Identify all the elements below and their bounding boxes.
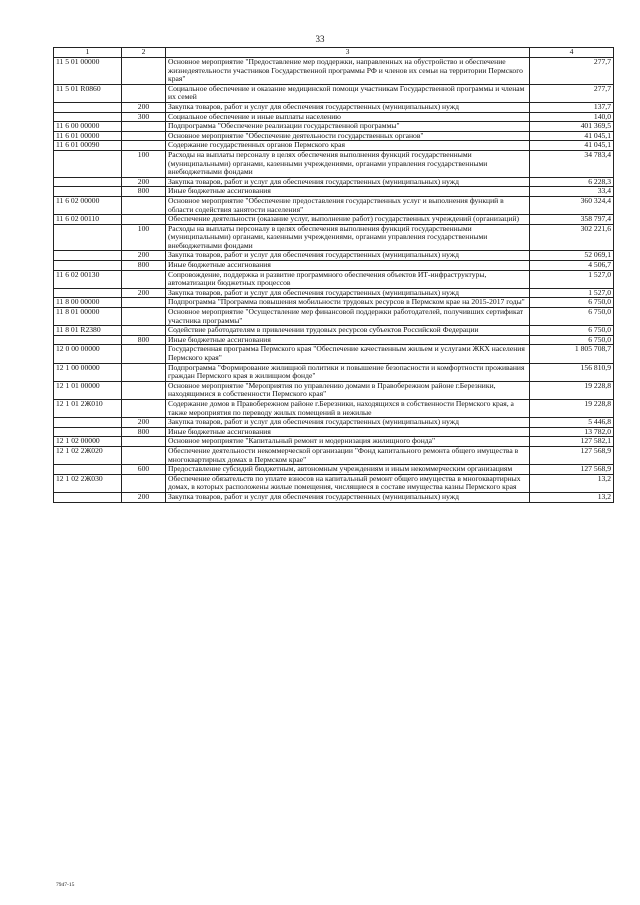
row-amount: 4 506,7: [530, 261, 614, 271]
row-expense-type: 800: [122, 261, 166, 271]
row-code: 11 6 00 00000: [54, 122, 122, 132]
row-code: [54, 187, 122, 197]
row-name: Основное мероприятие "Мероприятия по управлению домами в Правобережном районе г.Березники, находящимися в собственности Пермского края": [166, 381, 530, 399]
row-name: Основное мероприятие "Предоставление мер поддержки, направленных на обустройство и обеспечение жизнедеятельности участников Государственной программы РФ и членов их семьи на территории Пермского края": [166, 58, 530, 85]
row-code: 11 6 02 00130: [54, 270, 122, 288]
row-amount: 360 324,4: [530, 196, 614, 214]
row-code: 11 6 02 00000: [54, 196, 122, 214]
table-row: [54, 492, 614, 502]
row-name: Расходы на выплаты персоналу в целях обеспечения выполнения функций государственными (муниципальными) органами, казенными учреждениями, органами управления государственными внебюджетными фондами: [166, 224, 530, 251]
row-name: Социальное обеспечение и оказание медицинской помощи участникам Государственной программы и членам их семей: [166, 84, 530, 102]
row-expense-type: [122, 58, 166, 85]
row-code: [54, 492, 122, 502]
row-amount: 401 369,5: [530, 122, 614, 132]
row-amount: 6 750,0: [530, 335, 614, 345]
row-code: 12 1 02 00000: [54, 437, 122, 447]
row-amount: 33,4: [530, 187, 614, 197]
header-cell: 1: [54, 48, 122, 58]
row-expense-type: 100: [122, 224, 166, 251]
row-code: 11 5 01 R0860: [54, 84, 122, 102]
row-expense-type: [122, 437, 166, 447]
row-code: 12 1 01 00000: [54, 381, 122, 399]
table-row: [54, 474, 614, 492]
row-amount: 1 527,0: [530, 270, 614, 288]
row-name: Содержание домов в Правобережном районе г.Березники, находящихся в собственности Пермского края, а также мероприятия по переводу жилых помещений в нежилые: [166, 399, 530, 417]
row-amount: 277,7: [530, 84, 614, 102]
row-name: Подпрограмма "Формирование жилищной политики и повышение безопасности и комфортности проживания граждан Пермского края в жилищном фонде": [166, 363, 530, 381]
table-row: [54, 58, 614, 85]
header-cell: 4: [530, 48, 614, 58]
row-code: 12 1 00 00000: [54, 363, 122, 381]
row-name: Закупка товаров, работ и услуг для обеспечения государственных (муниципальных) нужд: [166, 177, 530, 187]
row-expense-type: 600: [122, 465, 166, 475]
row-name: Основное мероприятие "Обеспечение предоставления государственных услуг и выполнения функций в области содействия занятости населения": [166, 196, 530, 214]
row-name: Социальное обеспечение и иные выплаты населению: [166, 112, 530, 122]
row-name: Обеспечение обязательств по уплате взносов на капитальный ремонт общего имущества в многоквартирных домах, в которых расположены жилые помещения, числящиеся в составе имущества казны Пермского края: [166, 474, 530, 492]
row-amount: 19 228,8: [530, 381, 614, 399]
row-amount: 1 805 708,7: [530, 345, 614, 363]
row-expense-type: 200: [122, 177, 166, 187]
table-row: [54, 437, 614, 447]
row-code: 12 0 00 00000: [54, 345, 122, 363]
row-expense-type: 800: [122, 187, 166, 197]
row-expense-type: 100: [122, 150, 166, 177]
row-name: Закупка товаров, работ и услуг для обеспечения государственных (муниципальных) нужд: [166, 492, 530, 502]
row-amount: 52 069,1: [530, 251, 614, 261]
row-expense-type: 200: [122, 288, 166, 298]
table-row: [54, 150, 614, 177]
row-code: 11 8 00 00000: [54, 298, 122, 308]
table-row: [54, 215, 614, 225]
row-name: Подпрограмма "Программа повышения мобильности трудовых ресурсов в Пермском крае на 2015-2017 годы": [166, 298, 530, 308]
row-expense-type: 200: [122, 418, 166, 428]
row-amount: 127 582,1: [530, 437, 614, 447]
row-code: [54, 261, 122, 271]
table-body: [54, 58, 614, 503]
table-row: [54, 224, 614, 251]
table-row: [54, 446, 614, 464]
row-name: Закупка товаров, работ и услуг для обеспечения государственных (муниципальных) нужд: [166, 102, 530, 112]
row-code: [54, 150, 122, 177]
row-amount: 156 810,9: [530, 363, 614, 381]
table-row: [54, 399, 614, 417]
row-amount: 302 221,6: [530, 224, 614, 251]
row-amount: 6 750,0: [530, 298, 614, 308]
row-expense-type: [122, 363, 166, 381]
row-amount: 6 750,0: [530, 308, 614, 326]
table-row: [54, 465, 614, 475]
row-name: Содействие работодателям в привлечении трудовых ресурсов субъектов Российской Федерации: [166, 326, 530, 336]
footer-code: 7947-15: [56, 882, 75, 888]
row-name: Обеспечение деятельности некоммерческой организации "Фонд капитального ремонта общего имущества в многоквартирных домах в Пермском крае": [166, 446, 530, 464]
row-amount: 19 228,8: [530, 399, 614, 417]
row-expense-type: 300: [122, 112, 166, 122]
table-row: [54, 187, 614, 197]
table-row: [54, 196, 614, 214]
header-row: [54, 48, 614, 58]
row-expense-type: [122, 84, 166, 102]
row-amount: 41 045,1: [530, 141, 614, 151]
page-number: 33: [315, 34, 325, 44]
row-name: Предоставление субсидий бюджетным, автономным учреждениям и иным некоммерческим организациям: [166, 465, 530, 475]
header-cell: 2: [122, 48, 166, 58]
row-expense-type: 800: [122, 335, 166, 345]
row-name: Государственная программа Пермского края "Обеспечение качественным жильем и услугами ЖКХ населения Пермского края": [166, 345, 530, 363]
row-expense-type: 200: [122, 251, 166, 261]
row-name: Подпрограмма "Обеспечение реализации государственной программы": [166, 122, 530, 132]
row-amount: 6 228,3: [530, 177, 614, 187]
table-row: [54, 381, 614, 399]
row-amount: 41 045,1: [530, 131, 614, 141]
row-name: Основное мероприятие "Капитальный ремонт и модернизация жилищного фонда": [166, 437, 530, 447]
row-code: 11 8 01 R2380: [54, 326, 122, 336]
table-row: [54, 141, 614, 151]
row-amount: 137,7: [530, 102, 614, 112]
row-expense-type: 800: [122, 427, 166, 437]
row-expense-type: [122, 215, 166, 225]
table-row: [54, 326, 614, 336]
row-code: [54, 224, 122, 251]
header-cell: 3: [166, 48, 530, 58]
row-amount: 13,2: [530, 492, 614, 502]
row-amount: 13 782,0: [530, 427, 614, 437]
row-code: 11 5 01 00000: [54, 58, 122, 85]
table-row: [54, 363, 614, 381]
row-amount: 127 568,9: [530, 465, 614, 475]
row-name: Сопровождение, поддержка и развитие программного обеспечения объектов ИТ-инфраструктуры, автоматизации бюджетных процессов: [166, 270, 530, 288]
row-name: Иные бюджетные ассигнования: [166, 427, 530, 437]
row-expense-type: [122, 446, 166, 464]
row-name: Основное мероприятие "Осуществление мер финансовой поддержки работодателей, получивших сертификат участника программы": [166, 308, 530, 326]
row-code: 11 8 01 00000: [54, 308, 122, 326]
row-name: Закупка товаров, работ и услуг для обеспечения государственных (муниципальных) нужд: [166, 251, 530, 261]
row-amount: 13,2: [530, 474, 614, 492]
row-code: 12 1 02 2Ж030: [54, 474, 122, 492]
row-expense-type: [122, 474, 166, 492]
table-row: [54, 102, 614, 112]
row-code: 12 1 01 2Ж010: [54, 399, 122, 417]
row-expense-type: [122, 381, 166, 399]
row-code: [54, 251, 122, 261]
row-code: 11 6 01 00090: [54, 141, 122, 151]
row-amount: 277,7: [530, 58, 614, 85]
table-row: [54, 270, 614, 288]
row-expense-type: [122, 141, 166, 151]
budget-table: [53, 47, 614, 503]
table-row: [54, 84, 614, 102]
table-row: [54, 261, 614, 271]
row-expense-type: 200: [122, 492, 166, 502]
row-name: Расходы на выплаты персоналу в целях обеспечения выполнения функций государственными (муниципальными) органами, казенными учреждениями, органами управления государственными внебюджетными фондами: [166, 150, 530, 177]
row-name: Содержание государственных органов Пермского края: [166, 141, 530, 151]
table-row: [54, 122, 614, 132]
row-code: [54, 177, 122, 187]
table-row: [54, 345, 614, 363]
row-name: Иные бюджетные ассигнования: [166, 261, 530, 271]
table-row: [54, 418, 614, 428]
row-amount: 34 783,4: [530, 150, 614, 177]
row-name: Обеспечение деятельности (оказание услуг, выполнение работ) государственных учреждений (организаций): [166, 215, 530, 225]
row-code: 12 1 02 2Ж020: [54, 446, 122, 464]
row-code: [54, 418, 122, 428]
row-amount: 1 527,0: [530, 288, 614, 298]
row-expense-type: [122, 326, 166, 336]
row-code: 11 6 01 00000: [54, 131, 122, 141]
row-expense-type: [122, 196, 166, 214]
row-expense-type: 200: [122, 102, 166, 112]
row-expense-type: [122, 298, 166, 308]
row-name: Закупка товаров, работ и услуг для обеспечения государственных (муниципальных) нужд: [166, 288, 530, 298]
row-amount: 358 797,4: [530, 215, 614, 225]
row-code: 11 6 02 00110: [54, 215, 122, 225]
row-name: Иные бюджетные ассигнования: [166, 335, 530, 345]
row-expense-type: [122, 345, 166, 363]
row-amount: 140,0: [530, 112, 614, 122]
row-name: Закупка товаров, работ и услуг для обеспечения государственных (муниципальных) нужд: [166, 418, 530, 428]
row-amount: 6 750,0: [530, 326, 614, 336]
row-code: [54, 465, 122, 475]
row-amount: 127 568,9: [530, 446, 614, 464]
row-expense-type: [122, 270, 166, 288]
row-expense-type: [122, 122, 166, 132]
table-row: [54, 308, 614, 326]
row-expense-type: [122, 131, 166, 141]
row-name: Основное мероприятие "Обеспечение деятельности государственных органов": [166, 131, 530, 141]
row-code: [54, 102, 122, 112]
row-expense-type: [122, 308, 166, 326]
row-expense-type: [122, 399, 166, 417]
row-amount: 5 446,8: [530, 418, 614, 428]
row-name: Иные бюджетные ассигнования: [166, 187, 530, 197]
